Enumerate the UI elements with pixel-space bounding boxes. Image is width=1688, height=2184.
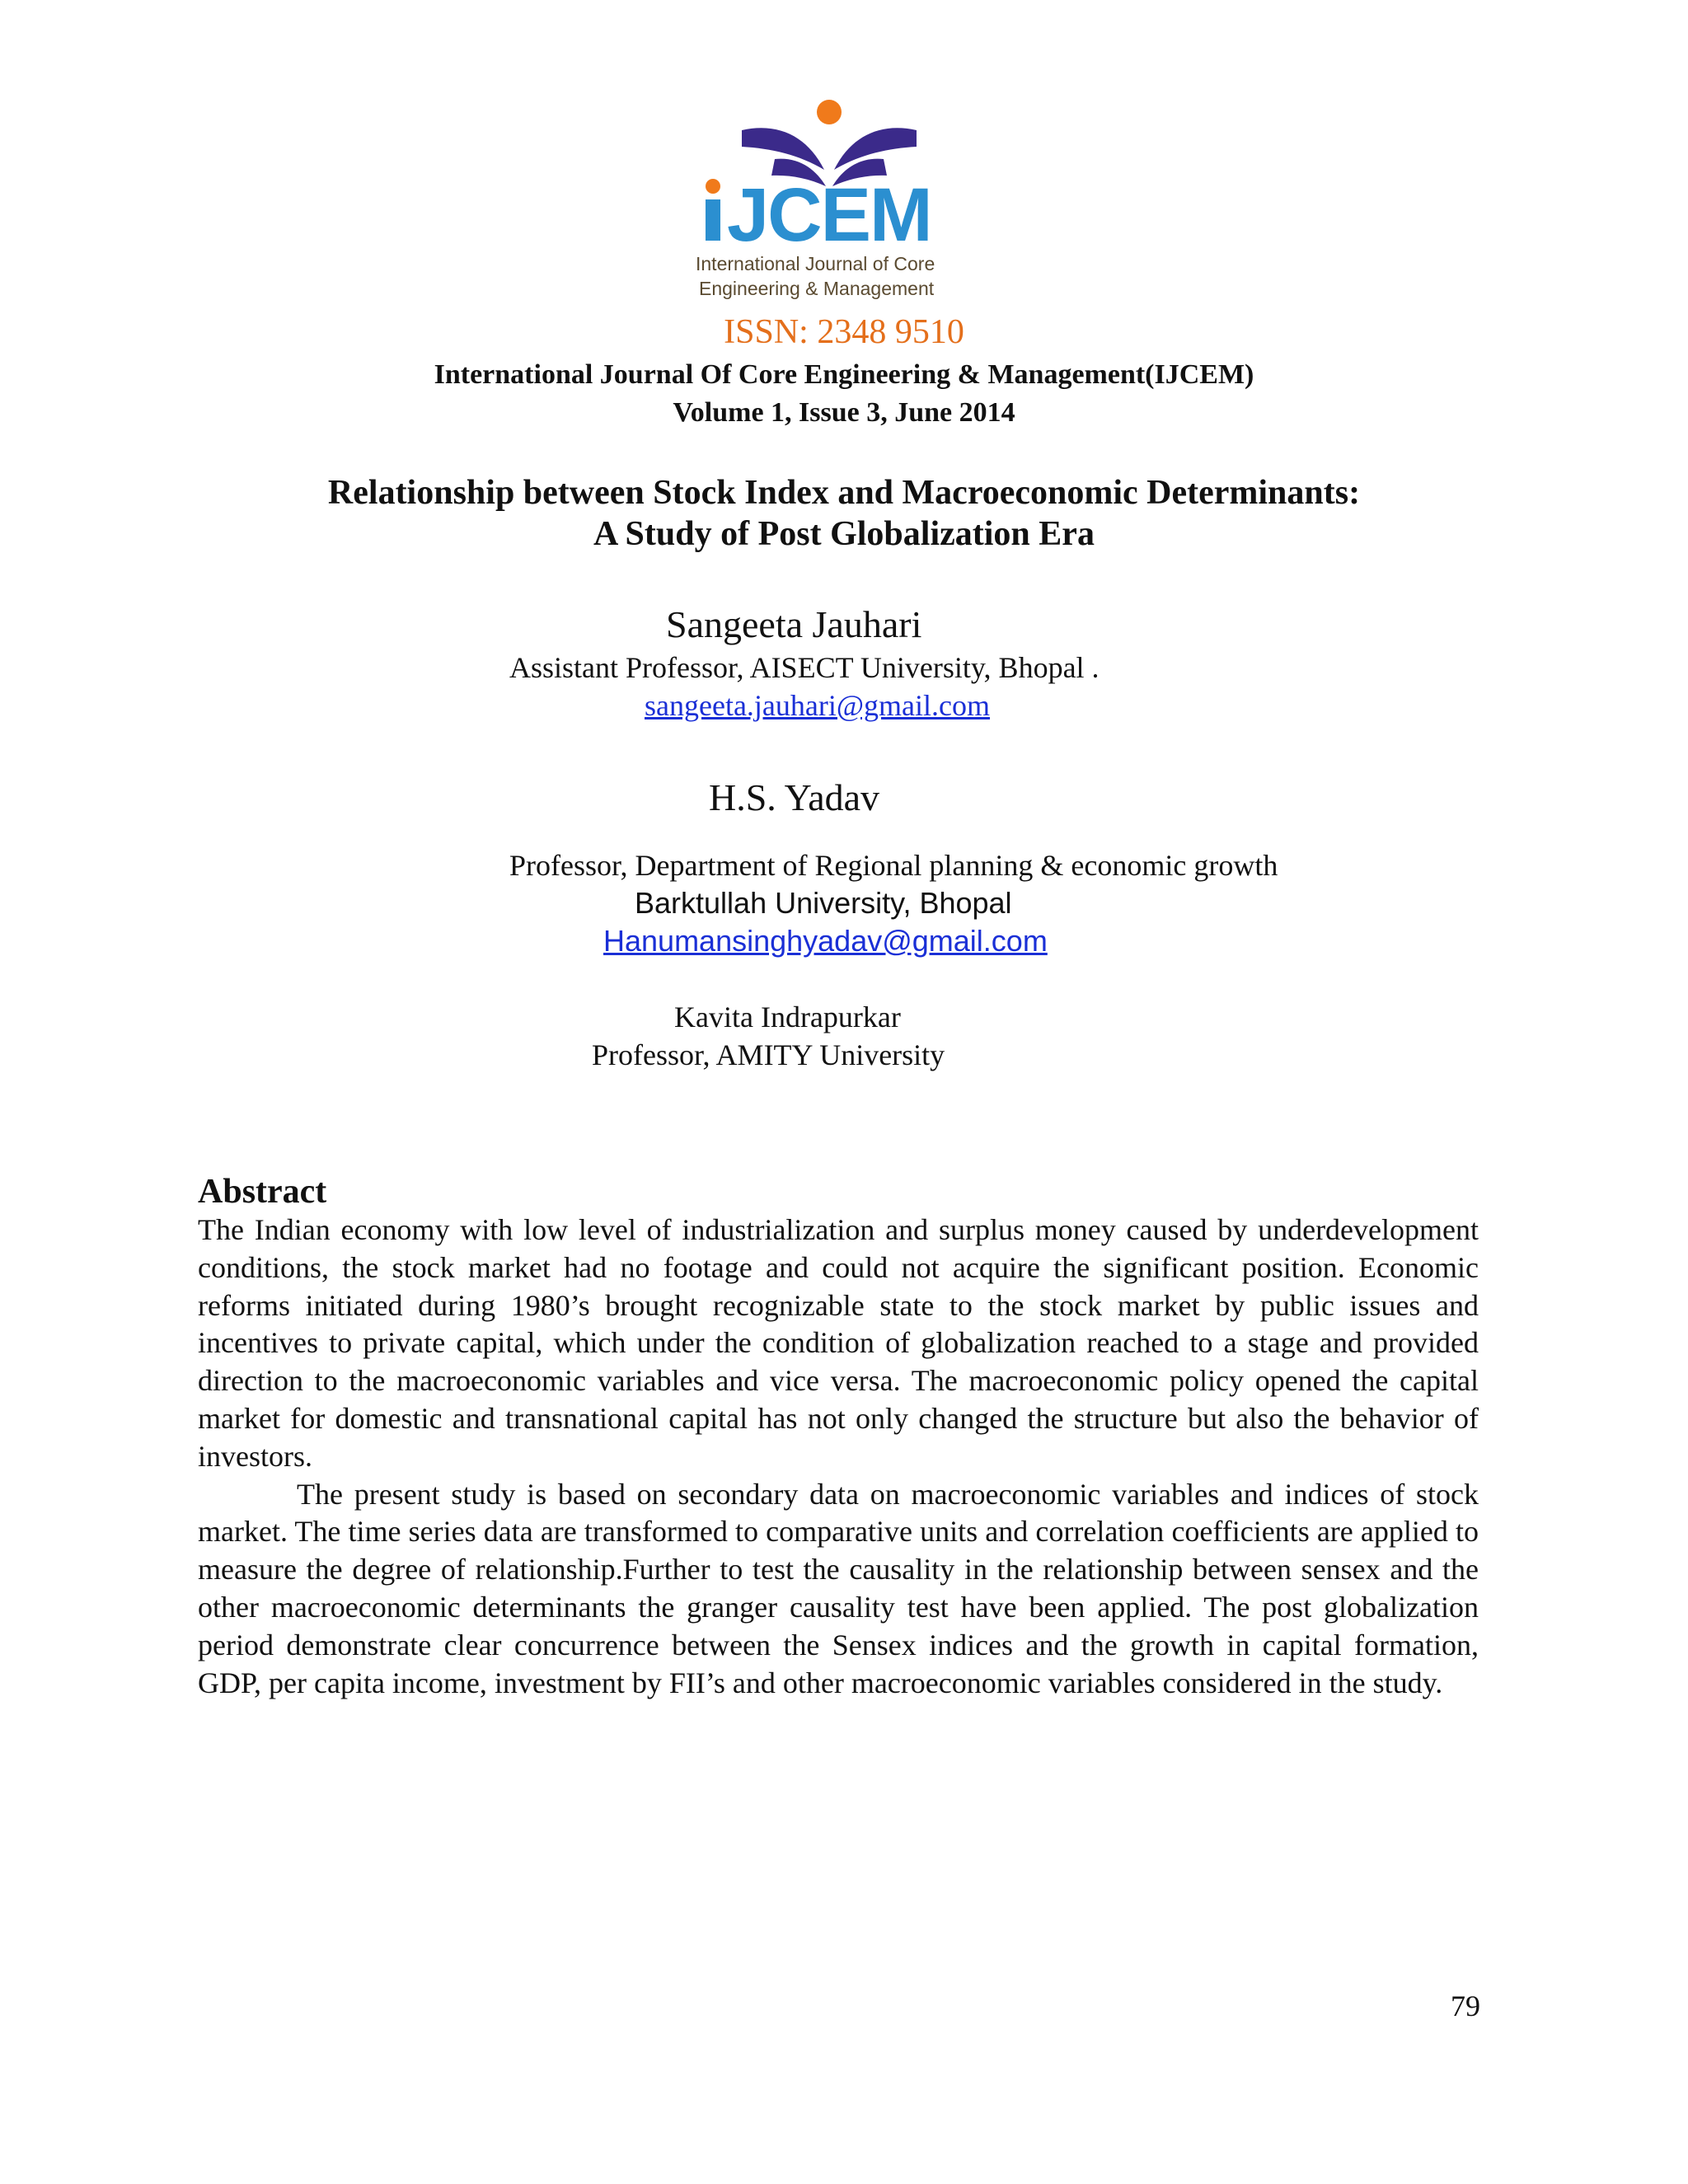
abstract-paragraph-2: The present study is based on secondary data on macroeconomic variables and indices of stock market. The time series data are transformed to comparative units and correlation coefficients are applied to measure the degree of relationship.Further to test the causality in the relationship between sensex and the other macroeconomic determinants the granger causality test have been applied. The post globalization period demonstrate clear concurrence between the Sensex indices and the growth in capital formation, GDP, per capita income, investment by FII’s and other macroeconomic variables considered in the study. <box>198 1477 1479 1699</box>
author-2-email[interactable]: Hanumansinghyadav@gmail.com <box>603 924 1048 958</box>
author-3-name: Kavita Indrapurkar <box>674 1001 901 1033</box>
author-1-name: Sangeeta Jauhari <box>666 603 922 645</box>
abstract-paragraph-1: The Indian economy with low level of industrialization and surplus money caused by underdevelopment conditions, the stock market had no footage and could not acquire the significant position. Economic reforms initiated during 1980’s brought recognizable state to the stock market by public issues and incentives to private capital, which under the condition of globalization reached to a stage and provided direction to the macroeconomic variables and vice versa. The macroeconomic policy opened the capital market for domestic and transnational capital has not only changed the structure but also the behavior of investors. <box>198 1213 1479 1473</box>
author-3-affiliation: Professor, AMITY University <box>592 1038 945 1071</box>
paper-title-line-1: Relationship between Stock Index and Macroeconomic Determinants: <box>327 474 1361 512</box>
journal-logo <box>692 97 997 313</box>
author-2-affiliation: Professor, Department of Regional planning & economic growth <box>509 849 1278 882</box>
paper-title-line-2: A Study of Post Globalization Era <box>593 515 1095 553</box>
logo-line-1: International Journal of Core <box>696 253 935 274</box>
page-number: 79 <box>1451 1990 1480 2022</box>
author-1-email[interactable]: sangeeta.jauhari@gmail.com <box>645 689 990 722</box>
abstract-body <box>198 1212 1479 1702</box>
logo-line-2: Engineering & Management <box>699 278 935 299</box>
author-1-affiliation: Assistant Professor, AISECT University, Bhopal . <box>509 651 1100 684</box>
journal-name: International Journal Of Core Engineering & Management(IJCEM) <box>434 359 1254 390</box>
svg-text:JCEM: JCEM <box>727 173 931 257</box>
issn: ISSN: 2348 9510 <box>724 313 964 351</box>
abstract-heading: Abstract <box>198 1173 327 1211</box>
author-2-institution: Barktullah University, Bhopal <box>635 886 1012 920</box>
author-2-name: H.S. Yadav <box>709 776 880 818</box>
volume-issue: Volume 1, Issue 3, June 2014 <box>673 397 1015 428</box>
